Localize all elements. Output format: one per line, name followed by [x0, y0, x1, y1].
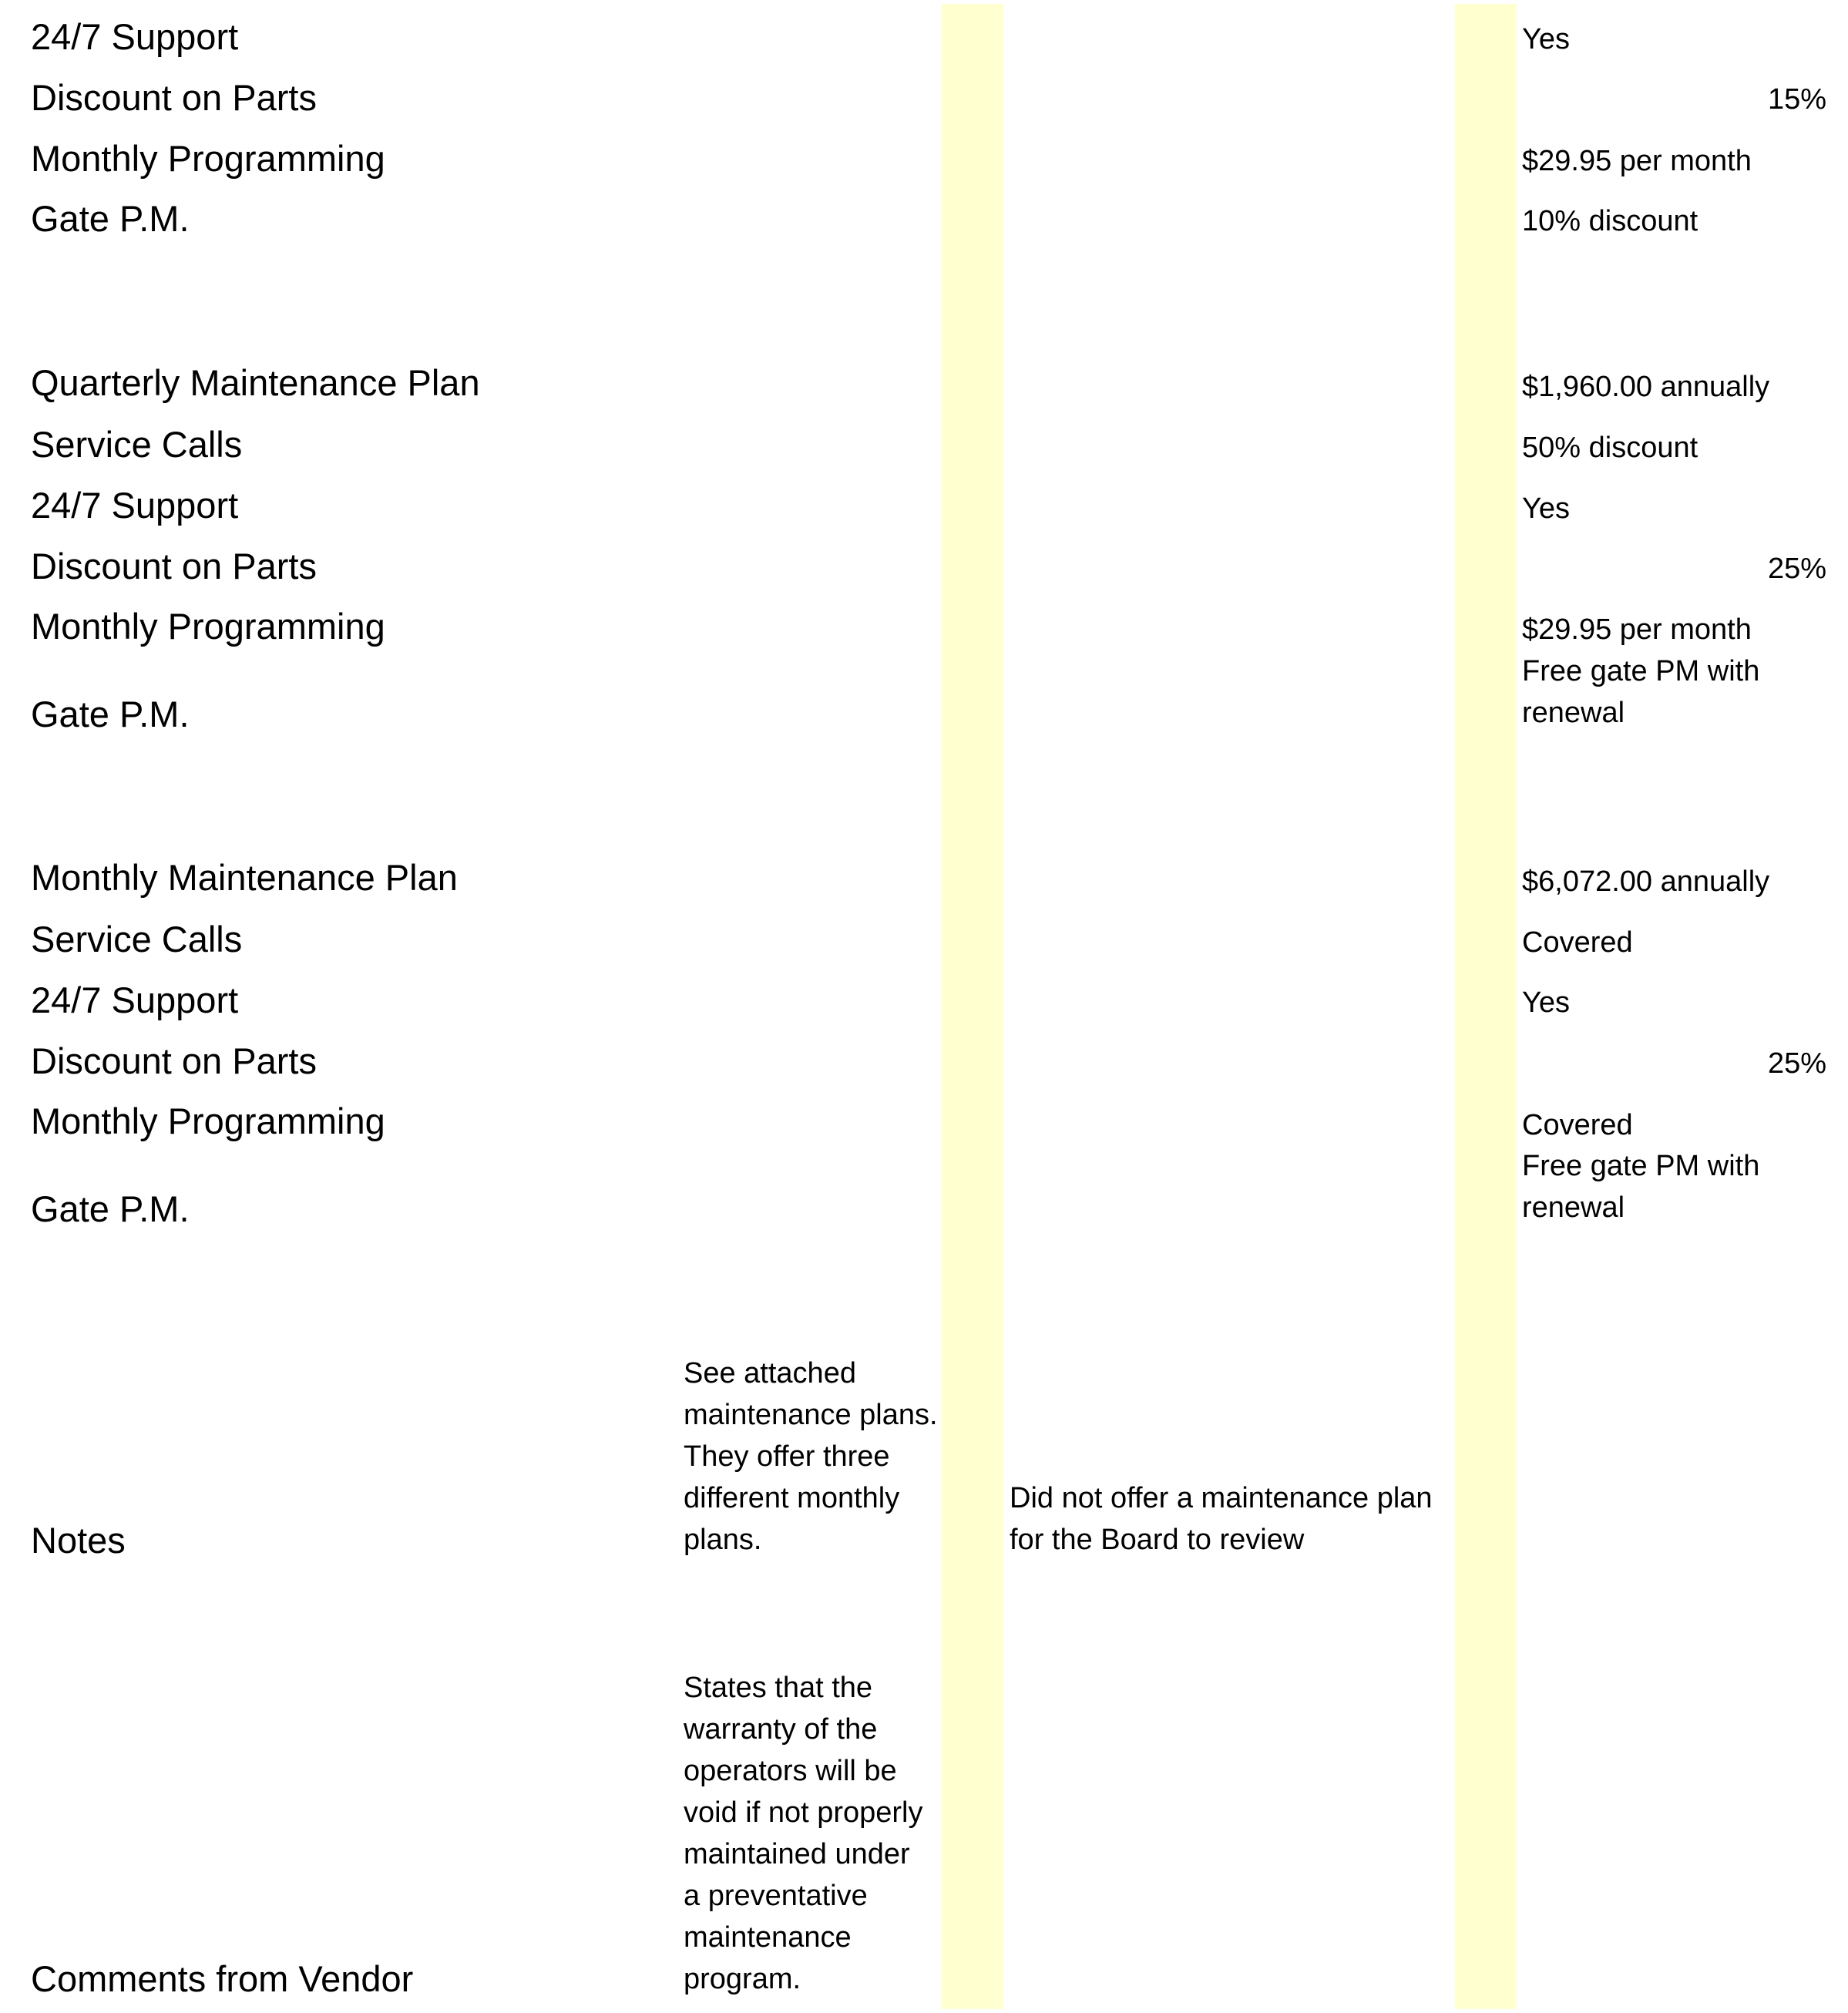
row-value: $1,960.00 annually [1522, 371, 1770, 403]
notes-label: Notes [31, 1520, 126, 1561]
comments-vendor-1: States that the warranty of the operators will be void if not properly maintained under a preventative maintenance program. [684, 1672, 923, 1995]
row-value: Yes [1522, 986, 1570, 1019]
row-label: Monthly Programming [31, 1101, 385, 1141]
row-value-multiline: Free gate PM with renewal [1522, 1150, 1760, 1224]
row-label: Discount on Parts [31, 1040, 317, 1081]
row-value: Covered [1522, 926, 1633, 959]
row-label: Discount on Parts [31, 546, 317, 586]
row-value: Yes [1522, 492, 1570, 525]
row-label: Gate P.M. [31, 694, 190, 734]
notes-vendor-2: Did not offer a maintenance plan for the Board to review [1010, 1482, 1433, 1556]
row-label: Discount on Parts [31, 77, 317, 118]
row-value: $29.95 per month [1522, 613, 1752, 646]
row-value: $29.95 per month [1522, 145, 1752, 177]
row-label: Service Calls [31, 424, 243, 465]
row-value: Covered [1522, 1109, 1633, 1141]
row-value: 25% [1767, 553, 1826, 585]
row-label: Monthly Programming [31, 606, 385, 647]
row-value: 10% discount [1522, 205, 1698, 237]
highlight-column-stripe [1455, 4, 1517, 2009]
row-value: Yes [1522, 23, 1570, 55]
row-value: 25% [1767, 1047, 1826, 1080]
row-value-multiline: Free gate PM with renewal [1522, 655, 1760, 729]
row-value: 15% [1767, 83, 1826, 116]
row-label: 24/7 Support [31, 980, 239, 1020]
comments-label: Comments from Vendor [31, 1958, 414, 1999]
row-label: Gate P.M. [31, 1188, 190, 1229]
row-label: Service Calls [31, 919, 243, 959]
row-label: Monthly Programming [31, 138, 385, 179]
notes-vendor-1: See attached maintenance plans. They offer three different monthly plans. [684, 1357, 938, 1556]
row-label: 24/7 Support [31, 16, 239, 57]
row-label: 24/7 Support [31, 485, 239, 526]
row-value: $6,072.00 annually [1522, 865, 1770, 898]
row-label: Gate P.M. [31, 198, 190, 239]
section-heading-monthly-plan: Monthly Maintenance Plan [31, 857, 458, 898]
highlight-column-stripe [942, 4, 1003, 2009]
section-heading-quarterly-plan: Quarterly Maintenance Plan [31, 362, 480, 403]
row-value: 50% discount [1522, 432, 1698, 464]
